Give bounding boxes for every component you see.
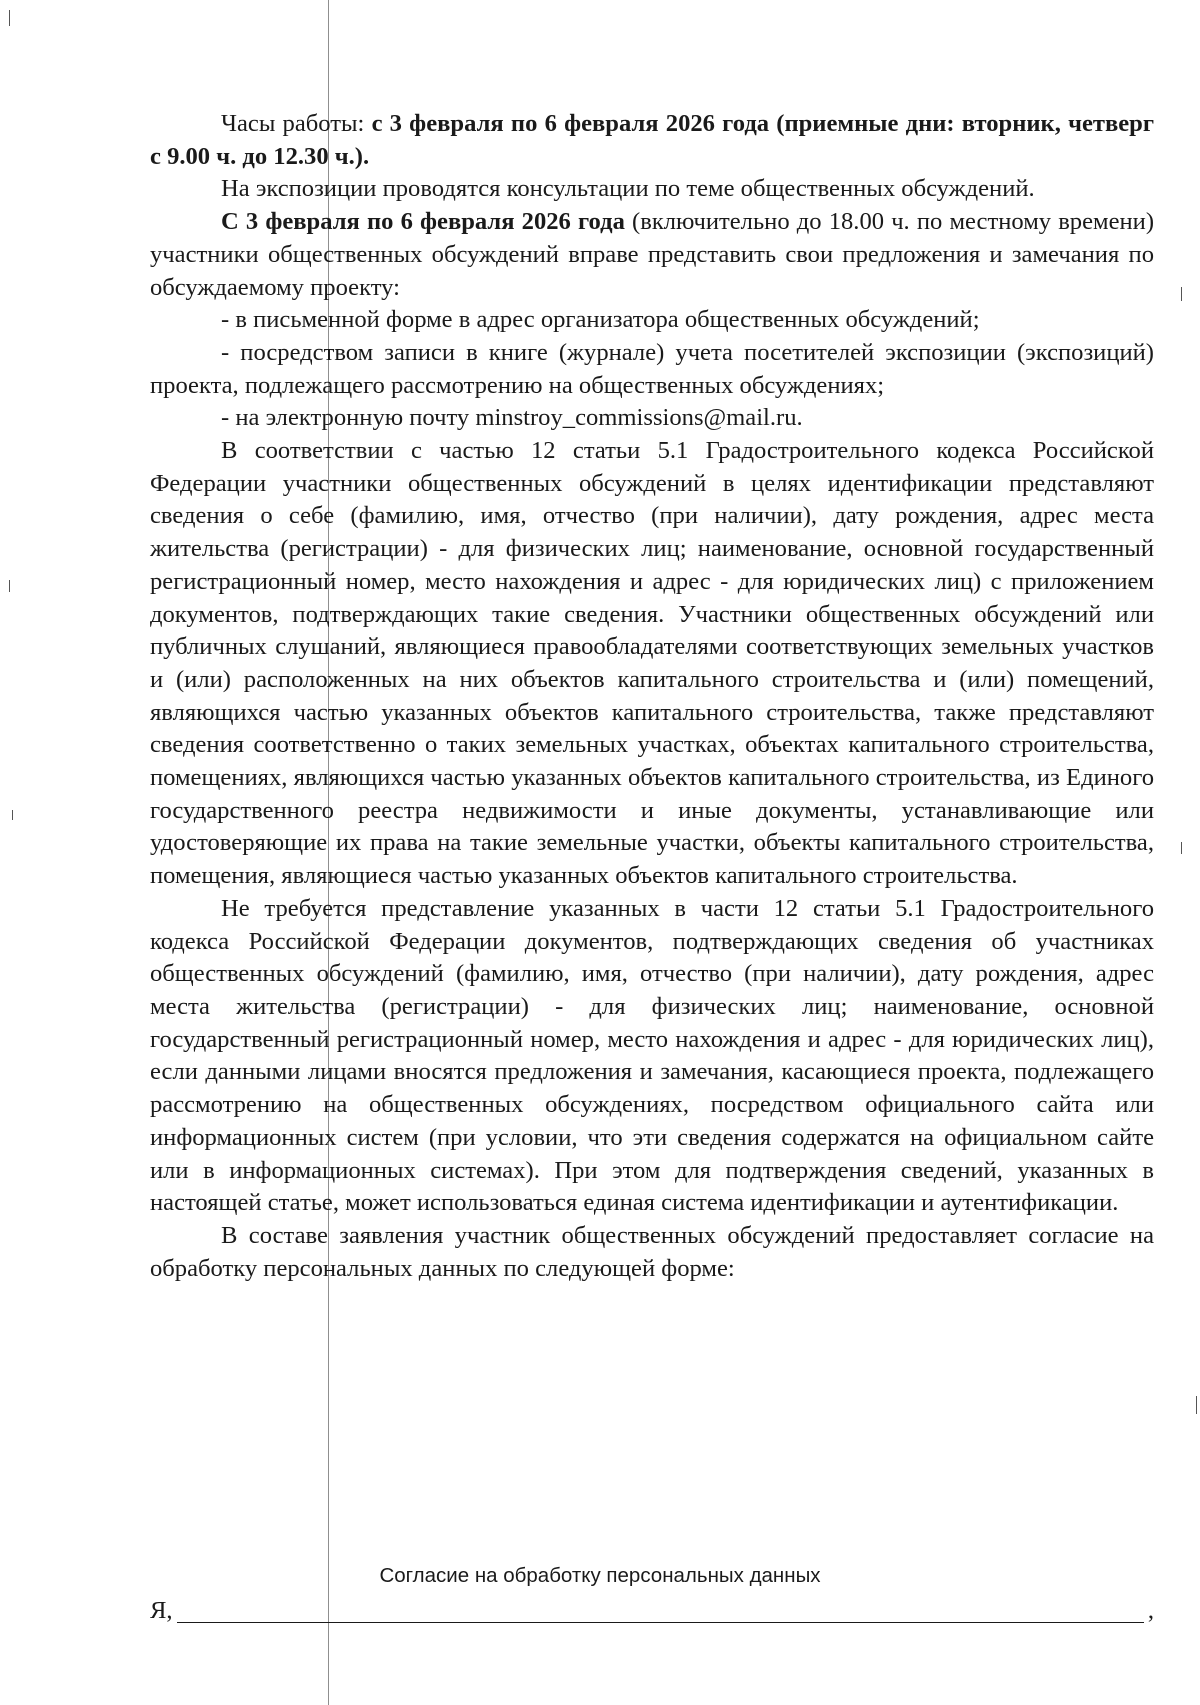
consent-intro-paragraph: В составе заявления участник общественных обсуждений предоставляет согласие на обработку персональных данных по следующей форме:: [150, 1221, 1154, 1282]
scan-mark: [1181, 842, 1182, 854]
scan-mark: [9, 580, 10, 592]
working-hours-paragraph: [150, 108, 1154, 173]
scan-mark: [1181, 287, 1182, 301]
working-hours-label: Часы работы:: [221, 110, 372, 137]
identification-paragraph: В соответствии с частью 12 статьи 5.1 Градостроительного кодекса Российской Федерации участники общественных обсуждений в целях идентификации представляют сведения о себе (фамилию, имя, отчество (при наличии), дату рождения, адрес места жительства (регистрации) - для физических лиц; наименование, основной государственный регистрационный номер, место нахождения и адрес - для юридических лиц) с приложением документов, подтверждающих такие сведения. Участники общественных обсуждений или публичных слушаний, являющиеся правообладателями соответствующих земельных участков и (или) расположенных на них объектов капитального строительства и (или) помещений, являющихся частью указанных объектов капитального строительства, также представляют сведения соответственно о таких земельных участках, объектах капитального строительства, помещениях, являющихся частью указанных объектов капитального строительства, из Единого государственного реестра недвижимости и иные документы, устанавливающие или удостоверяющие их права на такие земельные участки, объекты капитального строительства, помещения, являющиеся частью указанных объектов капитального строительства.: [150, 437, 1154, 890]
document-body: [150, 108, 1154, 1285]
scan-mark: [12, 810, 13, 820]
working-hours-dates: с 3 февраля по 6 февраля 2026 года (приемные дни: вторник, четверг с 9.00 ч. до 12.30 ч.).: [150, 110, 1154, 170]
scan-mark: [1196, 1396, 1197, 1414]
consent-form-name-line: [150, 1594, 1154, 1628]
list-item-visitor-book: - посредством записи в книге (журнале) учета посетителей экспозиции (экспозиций) проекта, подлежащего рассмотрению на общественных обсуждениях;: [150, 338, 1154, 399]
submission-period-text: (включительно до 18.00 ч. по местному времени) участники общественных обсуждений вправе представить свои предложения и замечания по обсуждаемому проекту:: [150, 208, 1155, 301]
consent-form-prefix: Я,: [150, 1597, 173, 1624]
submission-period-paragraph: [150, 206, 1154, 304]
list-item-email: - на электронную почту minstroy_commissions@mail.ru.: [221, 404, 803, 432]
scan-mark: [9, 10, 10, 26]
not-required-paragraph: Не требуется представление указанных в части 12 статьи 5.1 Градостроительного кодекса Российской Федерации документов, подтверждающих сведения об участниках общественных обсуждений (фамилию, имя, отчество (при наличии), дату рождения, адрес места жительства (регистрации) - для физических лиц; наименование, основной государственный регистрационный номер, место нахождения и адрес - для юридических лиц), если данными лицами вносятся предложения и замечания, касающиеся проекта, подлежащего рассмотрению на общественных обсуждениях, посредством официального сайта или информационных систем (при условии, что эти сведения содержатся на официальном сайте или в информационных системах). При этом для подтверждения сведений, указанных в настоящей статье, может использоваться единая система идентификации и аутентификации.: [150, 894, 1154, 1217]
consent-form-title: Согласие на обработку персональных данных: [379, 1564, 821, 1587]
submission-period-dates: С 3 февраля по 6 февраля 2026 года: [221, 208, 625, 236]
list-item-written-form: - в письменной форме в адрес организатора общественных обсуждений;: [221, 306, 980, 334]
consent-form-blank-field: [177, 1622, 1144, 1623]
consultations-paragraph: На экспозиции проводятся консультации по теме общественных обсуждений.: [221, 175, 1035, 203]
consent-form-suffix: ,: [1147, 1597, 1154, 1624]
